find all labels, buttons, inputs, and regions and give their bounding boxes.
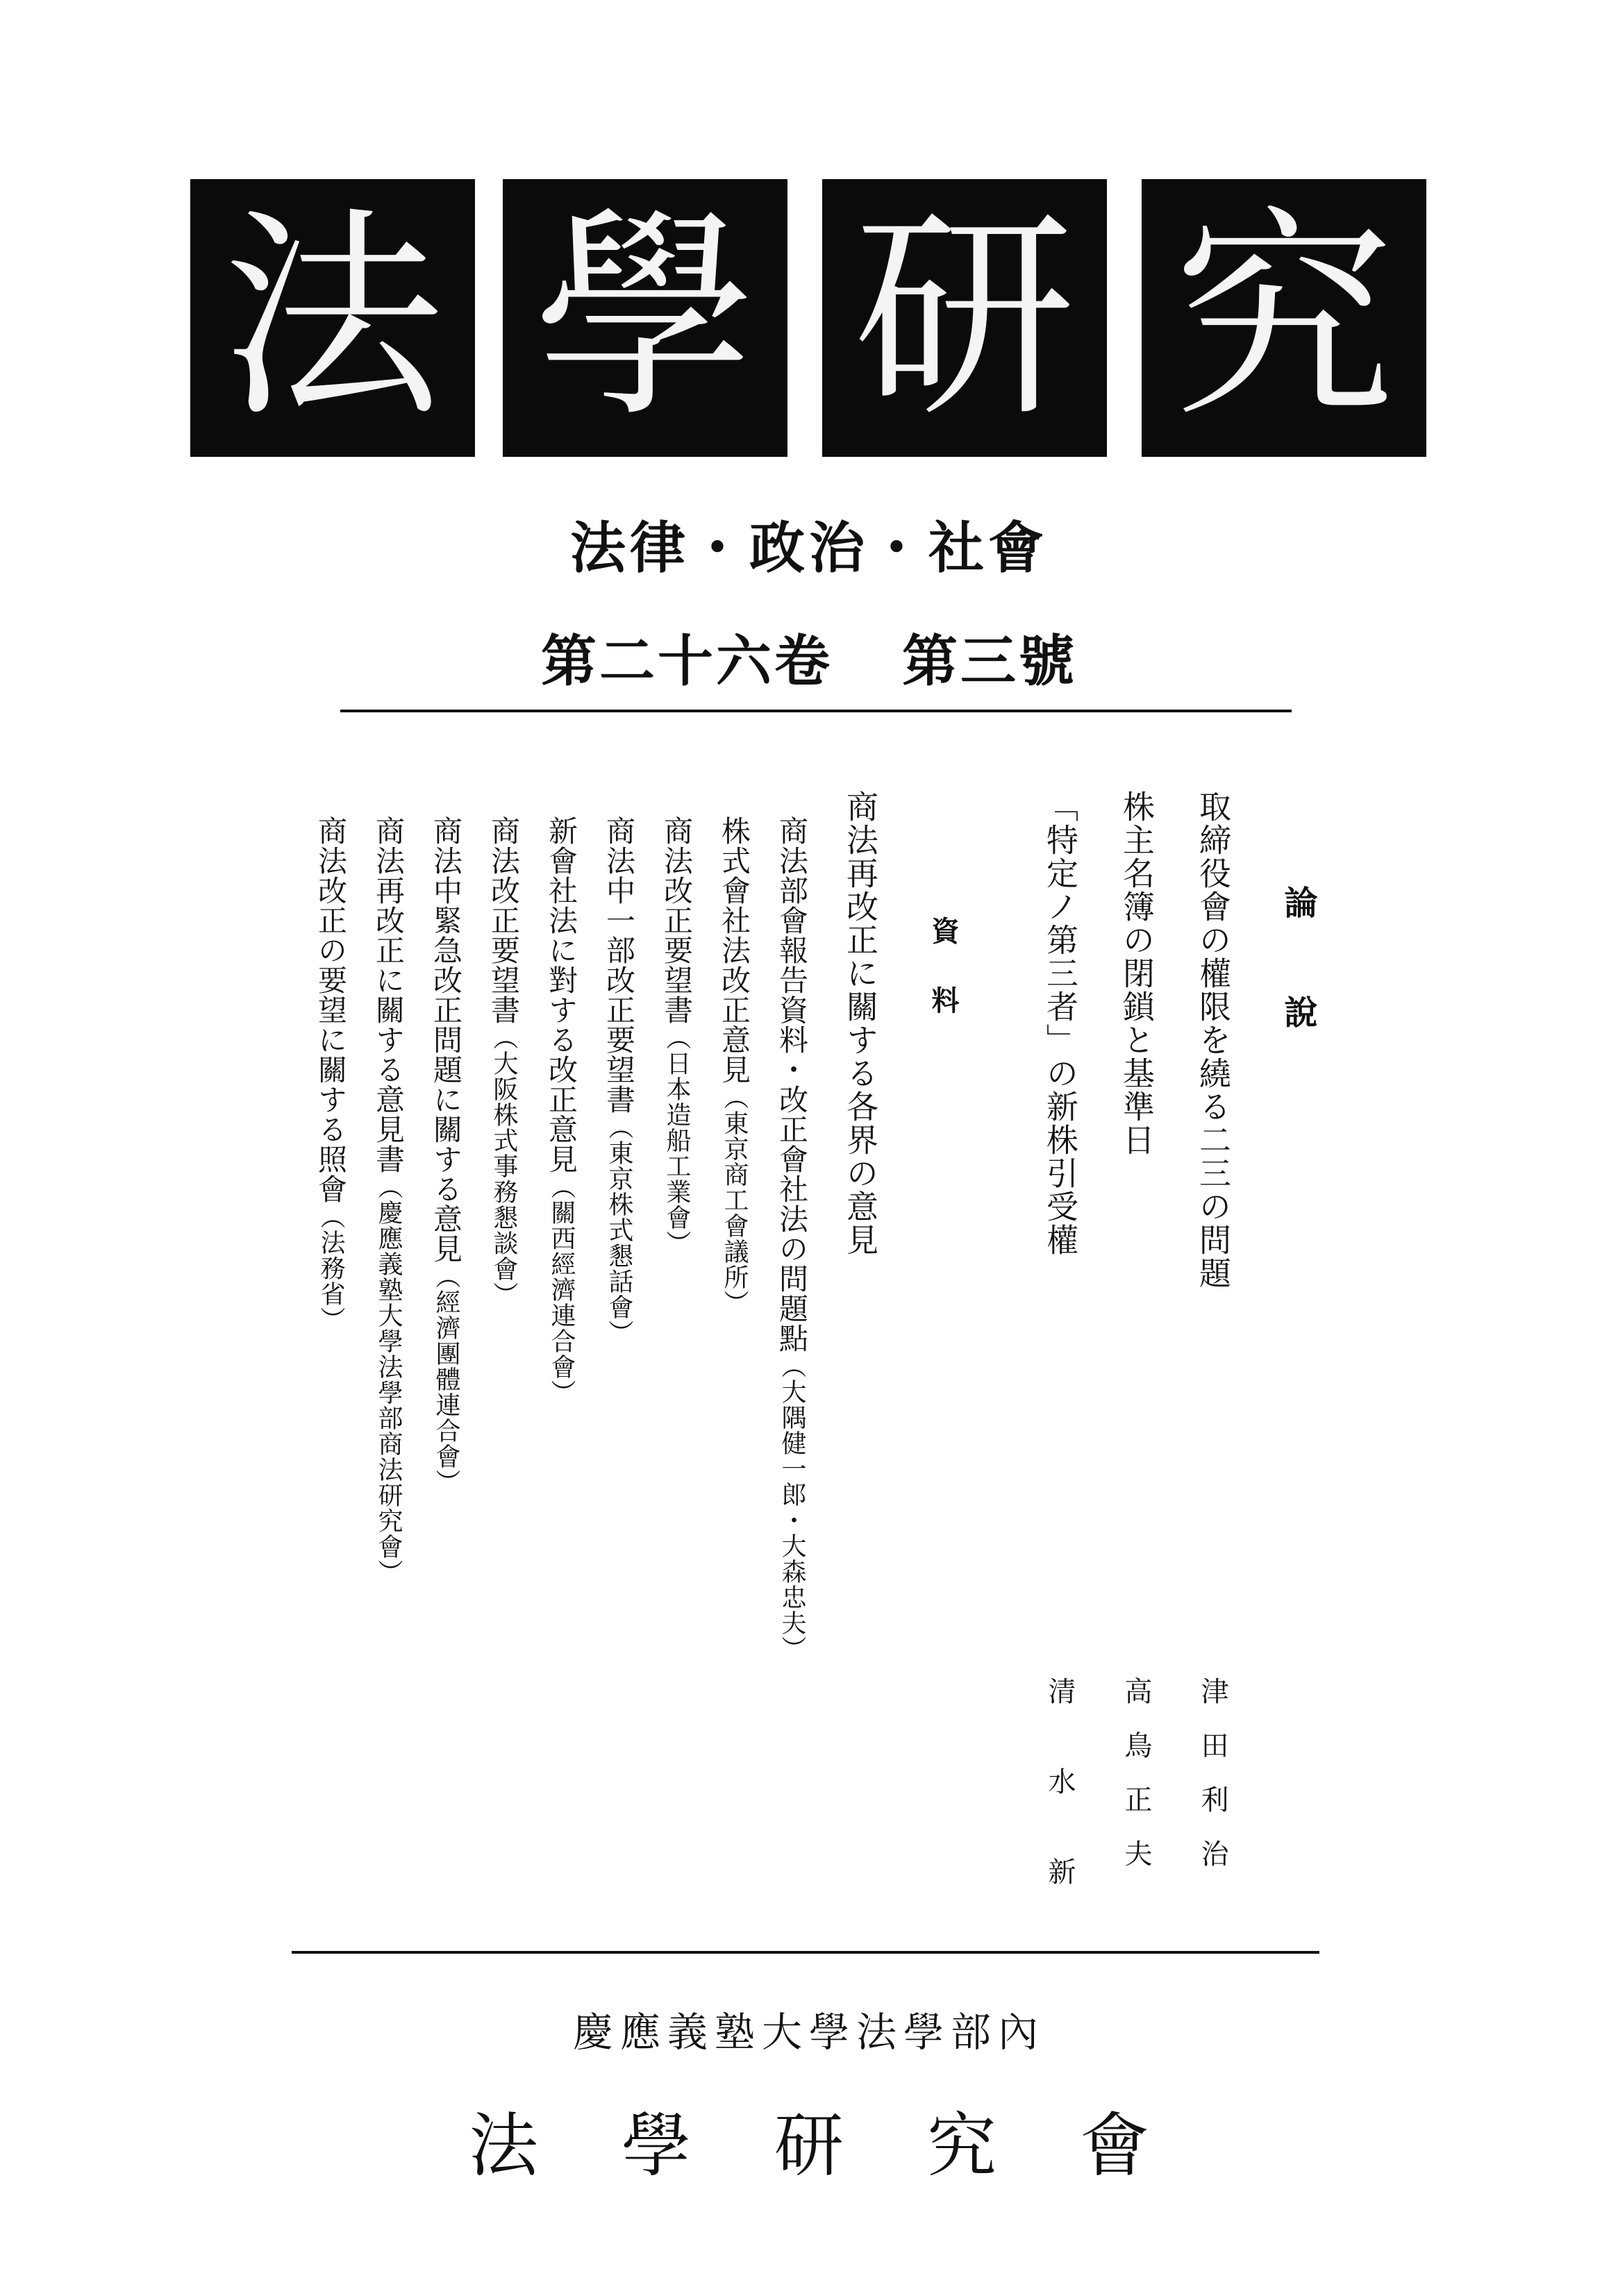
- volume-number: 第二十六卷: [541, 629, 833, 694]
- shiryo-item-org: （大隅健一郎・大森忠夫）: [778, 1353, 806, 1661]
- shiryo-item-7: [425, 816, 467, 1495]
- shiryo-item-title: 商法改正の要望に關する照會: [314, 816, 348, 1204]
- shiryo-item-2: [713, 816, 755, 1316]
- masthead-char-3: 研: [822, 179, 1107, 457]
- shiryo-item-3: [656, 816, 697, 1256]
- publisher-line: 慶應義塾大學法學部內: [572, 2009, 1045, 2056]
- shiryo-item-title: 商法中緊急改正問題に關する意見: [429, 816, 463, 1264]
- shiryo-item-title: 商法再改正に關する意見書: [372, 816, 406, 1174]
- section-heading-shiryo: 資料: [927, 916, 959, 1055]
- shiryo-item-org: （經濟團體連合會）: [432, 1264, 460, 1495]
- shiryo-item-9: [310, 816, 351, 1332]
- shiryo-main-title: 商法再改正に關する各界の意見: [842, 790, 879, 1257]
- shiryo-item-org: （慶應義塾大學法學部商法研究會）: [374, 1174, 403, 1585]
- shiryo-item-org: （日本造船工業會）: [662, 1025, 691, 1256]
- shiryo-item-title: 株式會社法改正意見: [717, 816, 751, 1084]
- article-title-1: 取締役會の權限を繞る二三の問題: [1194, 790, 1232, 1290]
- top-rule: [340, 710, 1292, 712]
- subtitle: 法律・政治・社會: [570, 516, 1048, 580]
- masthead: [190, 179, 1426, 457]
- shiryo-item-5: [540, 816, 582, 1405]
- article-author-2: 高鳥正夫: [1120, 1677, 1152, 1893]
- article-title-3: 「特定ノ第三者」の新株引受權: [1042, 790, 1079, 1257]
- shiryo-item-title: 商法改正要望書: [487, 816, 521, 1025]
- shiryo-item-title: 商法中一部改正要望書: [602, 816, 636, 1114]
- shiryo-item-org: （關西經濟連合會）: [547, 1174, 576, 1405]
- society-name: 法學研究會: [469, 2105, 1233, 2186]
- masthead-char-2: 學: [503, 179, 787, 457]
- shiryo-item-4: [598, 816, 640, 1346]
- shiryo-item-title: 商法部會報告資料・改正會社法の問題點: [775, 816, 809, 1353]
- article-author-1: 津田利治: [1196, 1677, 1228, 1893]
- shiryo-item-org: （大阪株式事務懇談會）: [490, 1025, 518, 1307]
- shiryo-item-8: [367, 816, 409, 1585]
- shiryo-item-title: 商法改正要望書: [660, 816, 694, 1025]
- masthead-char-4: 究: [1142, 179, 1426, 457]
- shiryo-item-org: （東京商工會議所）: [720, 1084, 749, 1316]
- shiryo-item-6: [483, 816, 524, 1307]
- masthead-char-1: 法: [190, 179, 475, 457]
- article-title-2: 株主名簿の閉鎖と基準日: [1118, 790, 1156, 1157]
- issue-number: 第三號: [902, 629, 1077, 694]
- article-author-3: 清水新: [1044, 1677, 1076, 1947]
- shiryo-item-title: 新會社法に對する改正意見: [544, 816, 578, 1174]
- shiryo-item-1: [771, 816, 812, 1661]
- shiryo-item-org: （東京株式懇話會）: [605, 1114, 633, 1346]
- bottom-rule: [292, 1951, 1319, 1954]
- section-heading-ronsetsu: 論說: [1278, 885, 1317, 1105]
- shiryo-item-org: （法務省）: [317, 1204, 345, 1332]
- volume-line: [0, 617, 1618, 696]
